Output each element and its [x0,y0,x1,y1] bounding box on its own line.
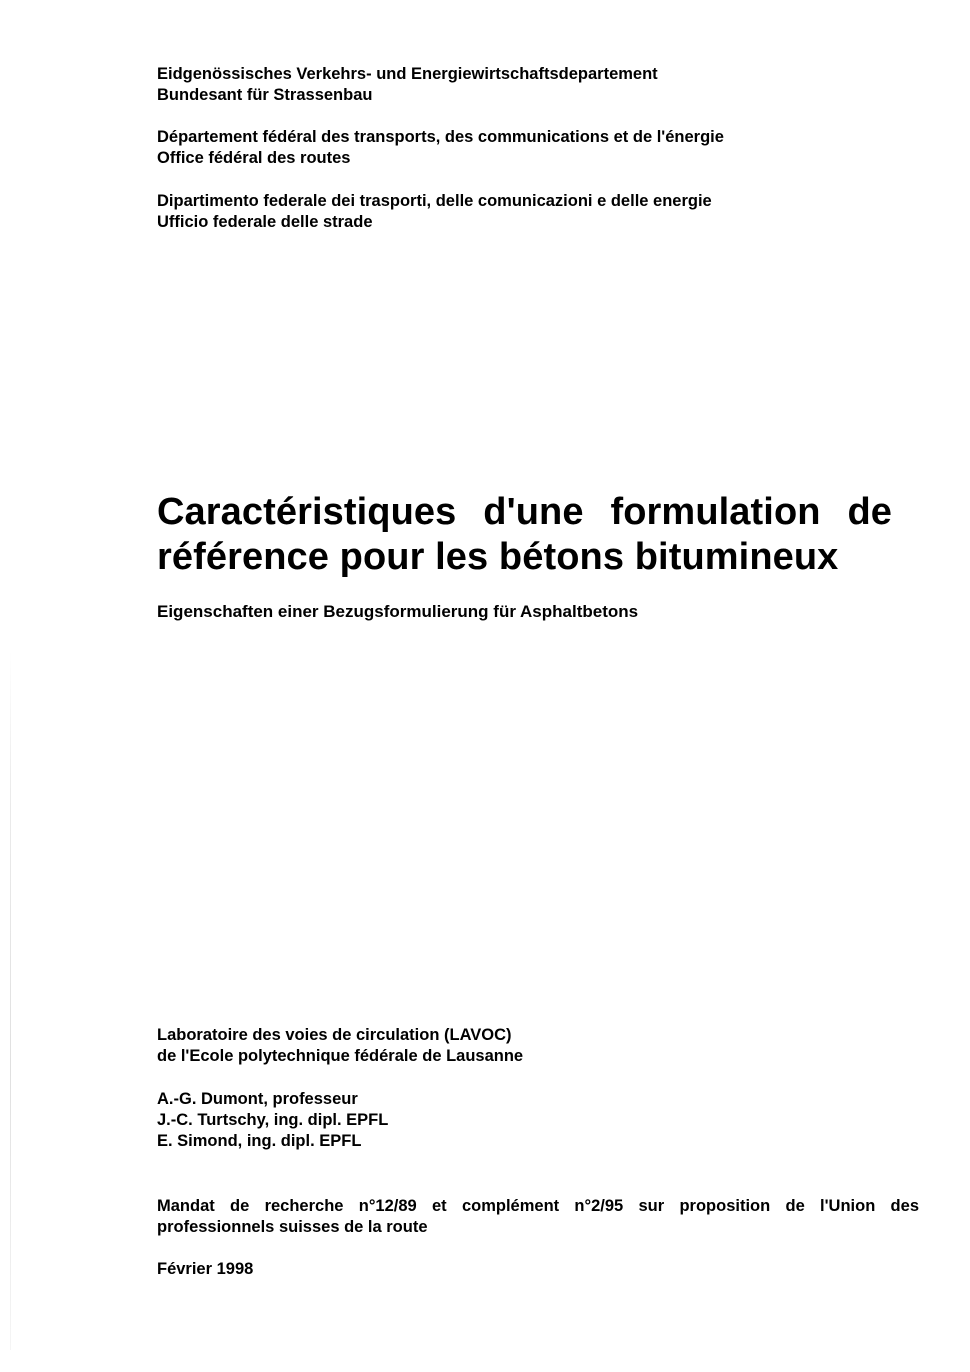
research-mandate-line-1: Mandat de recherche n°12/89 et complément n°2/95 sur proposition de l'Union des [157,1197,919,1215]
department-french [157,127,919,169]
department-italian-line-2: Ufficio federale delle strade [157,213,373,231]
author-item: E. Simond, ing. dipl. EPFL [157,1132,362,1150]
department-french-line-2: Office fédéral des routes [157,149,351,167]
publication-date-text: Février 1998 [157,1260,254,1278]
research-mandate [157,1196,919,1238]
scan-edge-artifact [10,650,11,1350]
document-subtitle-text: Eigenschaften einer Bezugsformulierung für Asphaltbetons [157,602,639,621]
laboratory-line-2: de l'Ecole polytechnique fédérale de Lausanne [157,1047,524,1065]
laboratory-line-1: Laboratoire des voies de circulation (LAVOC) [157,1026,512,1044]
department-italian-line-1: Dipartimento federale dei trasporti, delle comunicazioni e delle energie [157,192,712,210]
department-german-line-1: Eidgenössisches Verkehrs- und Energiewirtschaftsdepartement [157,65,658,83]
publication-date [157,1259,919,1280]
document-title-line-1: Caractéristiques d'une formulation de [157,491,892,533]
document-title-line-2: référence pour les bétons bitumineux [157,536,839,578]
laboratory [157,1025,919,1067]
document-title [157,490,892,580]
author-item: J.-C. Turtschy, ing. dipl. EPFL [157,1111,389,1129]
department-german-line-2: Bundesant für Strassenbau [157,86,373,104]
department-french-line-1: Département fédéral des transports, des communications et de l'énergie [157,128,724,146]
research-mandate-line-2: professionnels suisses de la route [157,1218,428,1236]
document-subtitle [157,601,919,622]
author-item: A.-G. Dumont, professeur [157,1090,358,1108]
author-list [157,1089,919,1152]
department-italian [157,191,919,233]
department-german [157,64,919,106]
